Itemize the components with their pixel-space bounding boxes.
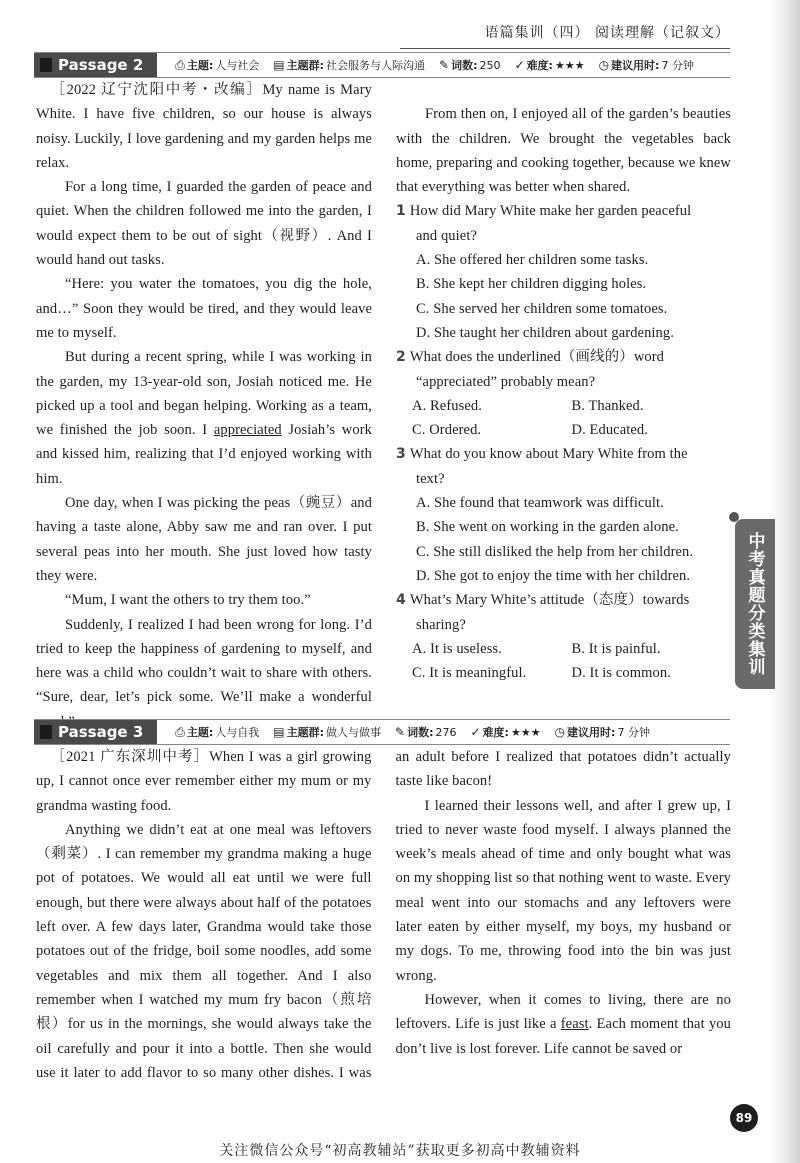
- underlined-word: feast: [560, 1016, 589, 1033]
- question-1-option-b: B. She kept her children digging holes.: [416, 276, 647, 293]
- question-1: 1 How did Mary White make her garden peaceful and quiet? A. She offered her children some tasks. B. She kept her children digging holes. C. She served her children some tomatoes. D. She taught her children about gardening.: [396, 199, 731, 345]
- theme-icon: ⎙: [175, 57, 185, 72]
- check-icon: ✓: [470, 725, 481, 739]
- underlined-word: appreciated: [213, 422, 282, 439]
- check-icon: ✓: [514, 58, 525, 72]
- word-count-meta: ✎ 词数: 276: [395, 725, 457, 739]
- question-4-option-c: C. It is meaningful.: [412, 665, 527, 682]
- question-4-option-b: B. It is painful.: [571, 640, 661, 657]
- clock-icon: ◷: [598, 58, 610, 72]
- passage-3-paragraph-1: ［2021 广东深圳中考］When I was a girl growing up, I cannot once ever remember either my mum or my grandma wasting food.: [36, 749, 372, 814]
- quill-icon: ✎: [439, 58, 450, 72]
- passage-2-header: [34, 52, 730, 78]
- passage-2-paragraph-4: But during a recent spring, while I was working in the garden, my 13-year-old son, Josiah noticed me. He picked up a tool and began helping. Working as a team, we finished the job soon. I appreciated Josiah’s work and kissed him, realizing that I’d enjoyed working with him.: [36, 349, 372, 487]
- passage-2-paragraph-3: “Here: you water the tomatoes, you dig the hole, and…” Soon they would be tired, and they would leave me to myself.: [36, 276, 372, 341]
- side-tab: 中考真题分类集训: [735, 519, 775, 689]
- page-header: 语篇集训（四） 阅读理解（记叙文）: [400, 22, 730, 49]
- passage-3-label: Passage 3: [34, 720, 157, 744]
- question-3-option-d: D. She got to enjoy the time with her children.: [416, 567, 691, 584]
- question-1-option-a: A. She offered her children some tasks.: [416, 252, 649, 269]
- quill-icon: ✎: [395, 725, 406, 739]
- footer-note: 关注微信公众号“初高教辅站”获取更多初高中教辅资料: [219, 1143, 581, 1159]
- question-2-option-b: B. Thanked.: [571, 397, 644, 414]
- passage-2-paragraph-1: ［2022 辽宁沈阳中考・改编］My name is Mary White. I have five children, so our house is always noisy. Luckily, I love gardening and my garden helps me relax.: [36, 82, 372, 171]
- question-1-option-c: C. She served her children some tomatoes.: [416, 300, 668, 317]
- time-meta: ◷ 建议用时: 7 分钟: [598, 58, 694, 72]
- question-3: 3 What do you know about Mary White from the text? A. She found that teamwork was difficult. B. She went on working in the garden alone. C. She still disliked the help from her children. D. She got to enjoy the time with her children.: [396, 442, 731, 588]
- passage-2-paragraph-6: “Mum, I want the others to try them too.”: [65, 592, 311, 609]
- question-3-option-c: C. She still disliked the help from her children.: [416, 543, 694, 560]
- passage-3-paragraph-4: However, when it comes to living, there are no leftovers. Life is just like a feast. Each moment that you don’t live is lost forever. Life cannot be saved or: [395, 991, 731, 1057]
- passage-3-paragraph-3: I learned their lessons well, and after I grew up, I tried to never waste food myself. I always planned the week’s meals ahead of time and only bought what was on my shopping list so that nothing went to waste. Every meal went into our stomachs and any leftovers were later eaten by either myself, my boys, my husband or my dogs. To me, throwing food into the bin was just wrong.: [395, 797, 731, 984]
- theme-group-meta: ▤ 主题群: 做人与做事: [273, 725, 382, 739]
- page-number: 89: [730, 1104, 758, 1132]
- group-icon: ▤: [273, 58, 285, 72]
- theme-meta: ⎙ 主题: 人与自我: [175, 724, 260, 739]
- question-3-option-a: A. She found that teamwork was difficult.: [416, 495, 664, 512]
- word-count-meta: ✎ 词数: 250: [439, 58, 501, 72]
- difficulty-meta: ✓ 难度: ★★★: [470, 725, 541, 739]
- time-meta: ◷ 建议用时: 7 分钟: [554, 725, 650, 739]
- passage-2-paragraph-5: One day, when I was picking the peas（豌豆）and having a taste alone, Abby saw me and ran over. I put several peas into her mouth. She just loved how tasty they were.: [36, 495, 372, 584]
- passage-3-body: [36, 745, 731, 1093]
- theme-icon: ⎙: [175, 724, 185, 739]
- question-2-option-c: C. Ordered.: [412, 422, 482, 439]
- theme-group-meta: ▤ 主题群: 社会服务与人际沟通: [273, 58, 426, 72]
- clock-icon: ◷: [554, 725, 566, 739]
- passage-2-paragraph-7: Suddenly, I realized I had been wrong for long. I’d tried to keep the happiness of gardening to myself, and here was a child who couldn’t wait to share with others. “Sure, dear, let’s pick some. We’ll make a wonderful: [36, 616, 372, 706]
- question-4: 4 What’s Mary White’s attitude（态度）towards sharing? A. It is useless. B. It is painful. C. It is meaningful. D. It is common.: [396, 588, 731, 685]
- question-3-option-b: B. She went on working in the garden alone.: [416, 519, 679, 536]
- passage-2-paragraph-8: From then on, I enjoyed all of the garden’s beauties with the children. We brought the vegetables back home, preparing and cooking together, because we knew that everything was better when shared.: [396, 106, 731, 196]
- group-icon: ▤: [273, 725, 285, 739]
- difficulty-meta: ✓ 难度: ★★★: [514, 58, 585, 72]
- theme-meta: ⎙ 主题: 人与社会: [175, 57, 260, 72]
- question-2: 2 What does the underlined（画线的）word “appreciated” probably mean? A. Refused. B. Thanked. C. Ordered. D. Educated.: [396, 345, 731, 442]
- passage-2-column-left: [36, 78, 372, 734]
- question-4-option-a: A. It is useless.: [412, 640, 502, 657]
- passage-2-column-right: [396, 78, 731, 685]
- question-4-option-d: D. It is common.: [571, 665, 671, 682]
- question-2-option-a: A. Refused.: [412, 397, 482, 414]
- passage-3-header: [34, 719, 730, 745]
- question-2-option-d: D. Educated.: [571, 422, 648, 439]
- question-1-option-d: D. She taught her children about gardening.: [416, 324, 674, 341]
- passage-2-label: Passage 2: [34, 53, 157, 77]
- passage-2-paragraph-2: For a long time, I guarded the garden of peace and quiet. When the children followed me into the garden, I would expect them to be out of sight（视野）. And I would hand out tasks.: [36, 179, 372, 269]
- passage-3-paragraph-2: Anything we didn’t eat at one meal was leftovers（剩菜）. I can remember my grandma making a huge pot of potatoes. We would all eat until we were full enough, but there were always about half of the potatoes left over. A few days later, Grandma would take those potatoes out of the fridge, boil some noodles, add some vegetables and mix them all together. And I also remember when I watched my mum fry bacon（煎培根）for us in the mornings, she would always take the oil carefully and pour it into a bottle. Then she would use it later to add flavor to so many other dishes. I was an adult before I realized that potatoes didn’t actually taste like bacon!: [36, 749, 731, 1081]
